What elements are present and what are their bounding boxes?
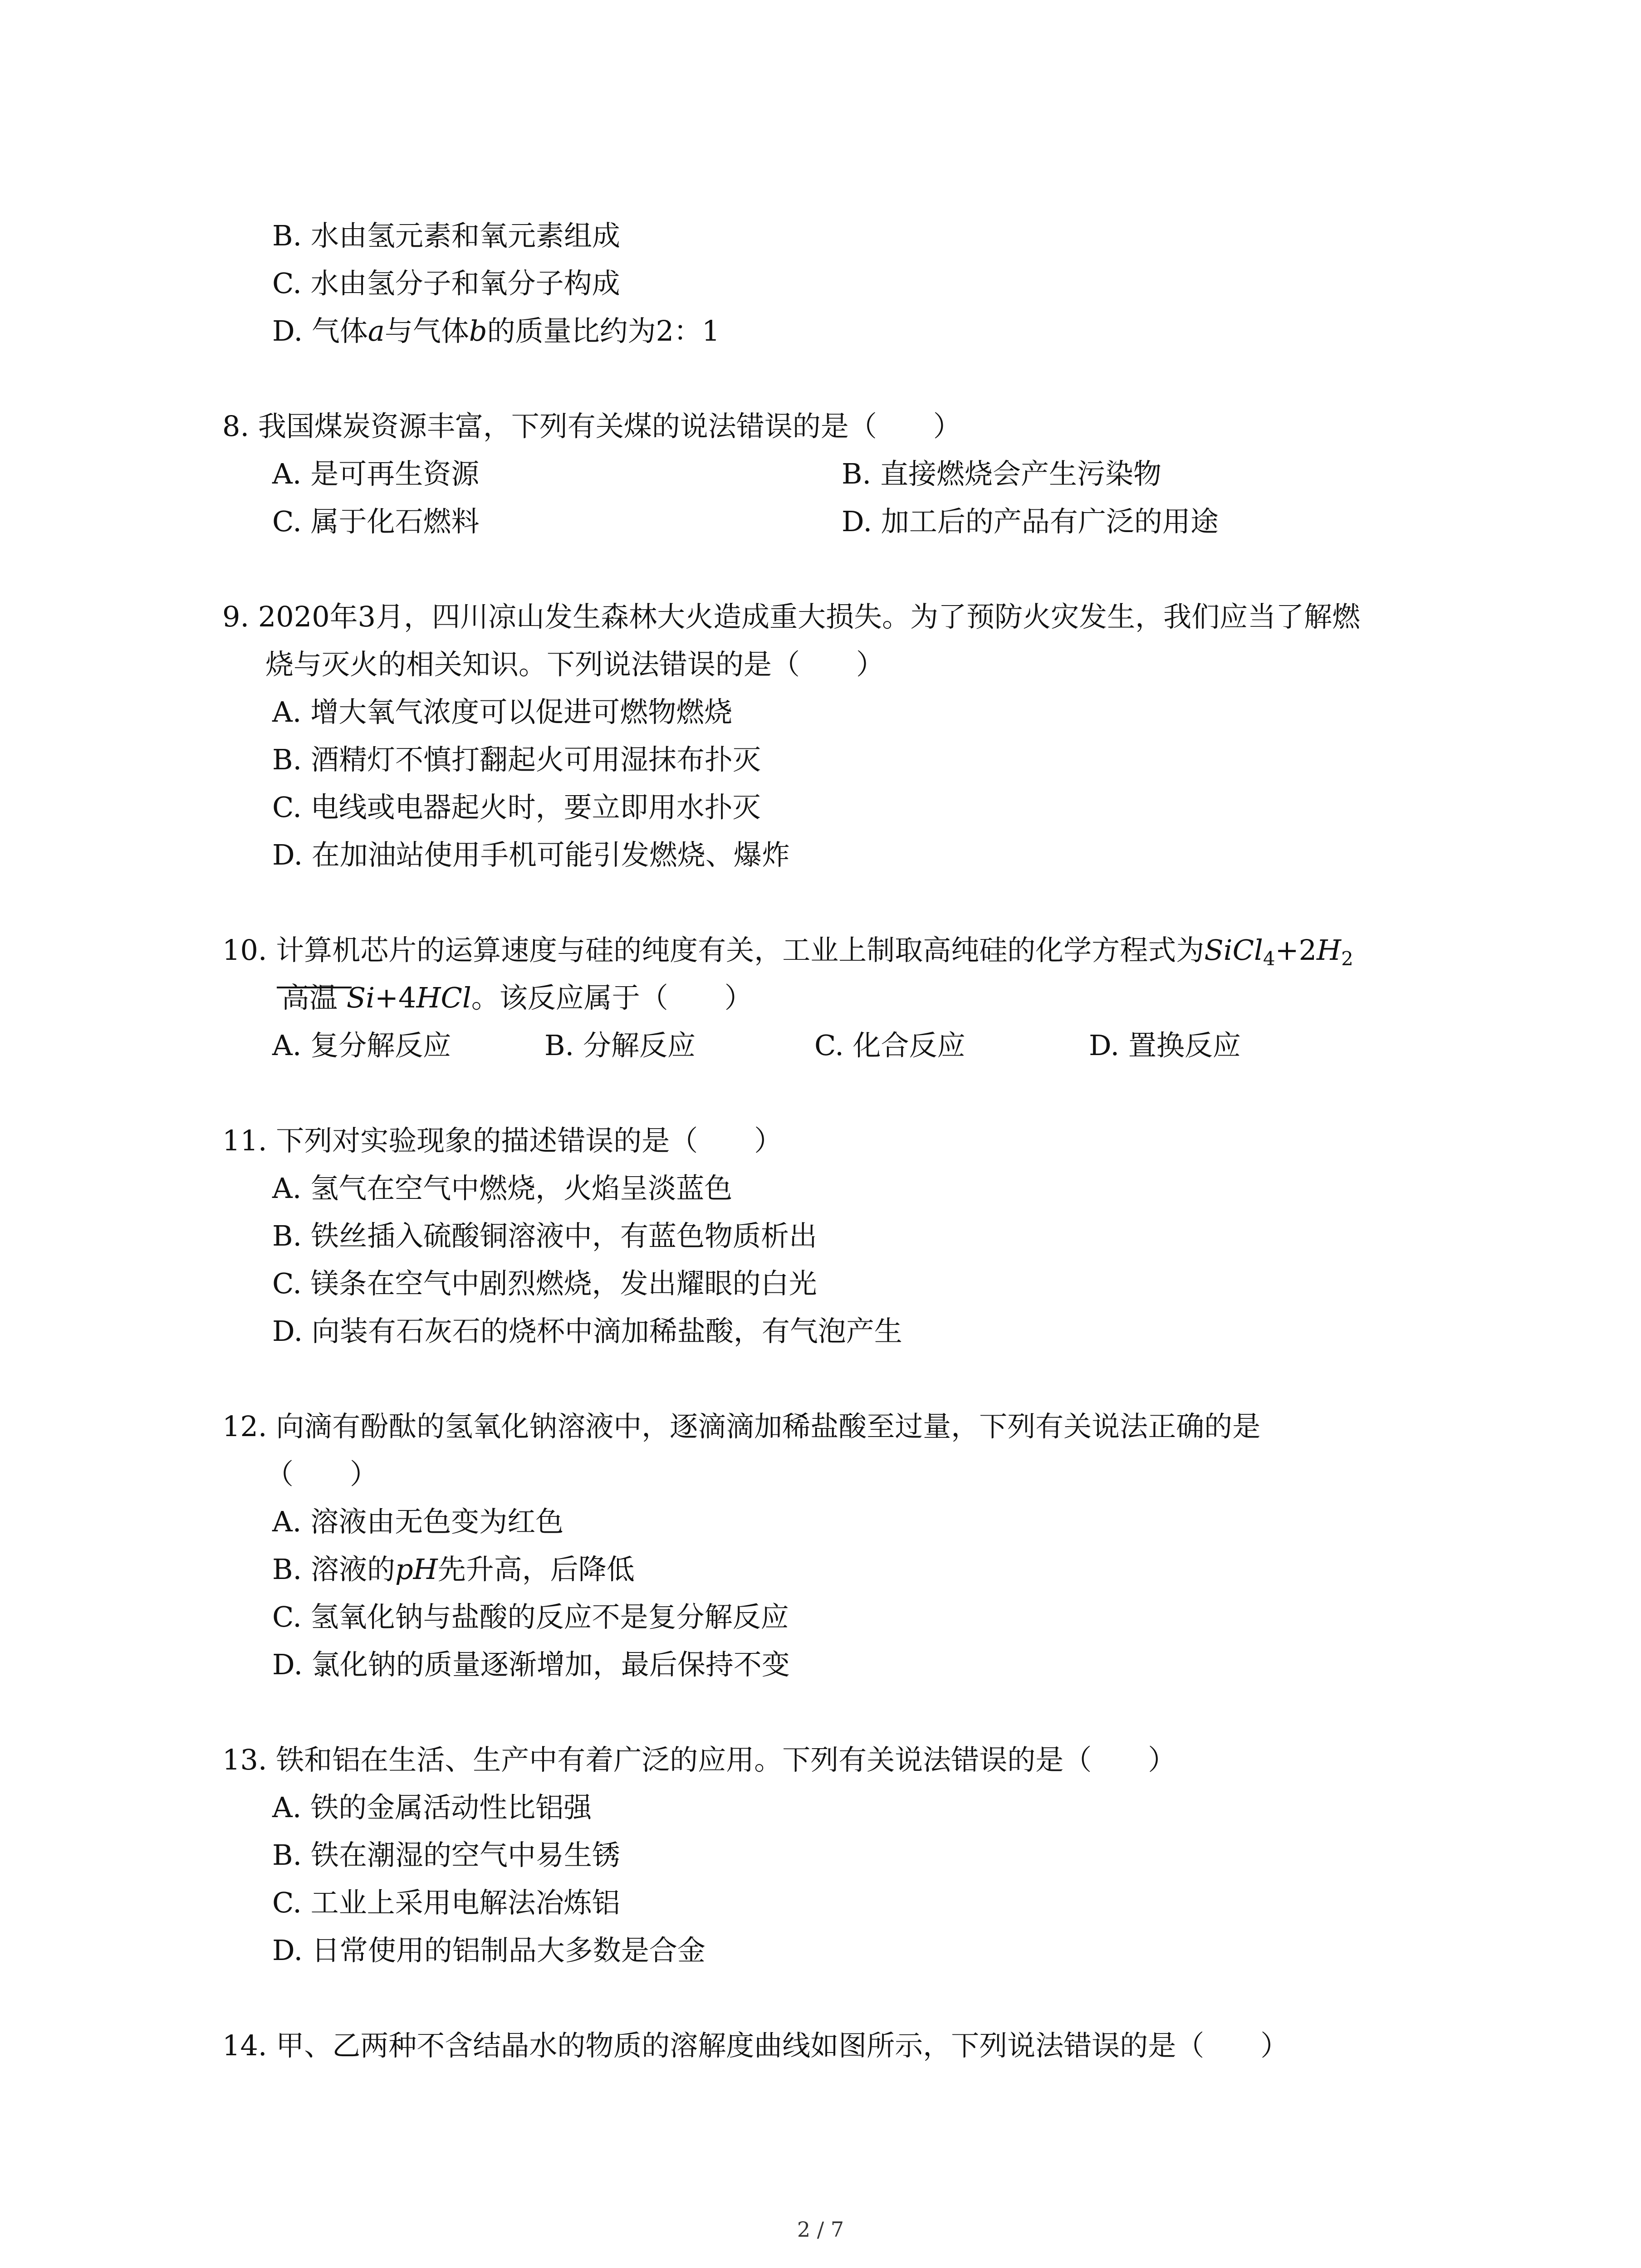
q10-reaction-condition: 高温 — [281, 981, 338, 1014]
q13-option-a: A. 铁的金属活动性比铝强 — [272, 1791, 592, 1824]
q10-option-d: D. 置换反应 — [1089, 1029, 1241, 1062]
q11-option-b: B. 铁丝插入硫酸铜溶液中，有蓝色物质析出 — [272, 1219, 817, 1252]
q13-option-b: B. 铁在潮湿的空气中易生锈 — [272, 1838, 620, 1872]
q7-option-d-suffix: 的质量比约为2：1 — [487, 314, 720, 347]
q12-stem-line1: 12. 向滴有酚酞的氢氧化钠溶液中，逐滴滴加稀盐酸至过量，下列有关说法正确的是 — [222, 1410, 1261, 1443]
q8-option-a: A. 是可再生资源 — [272, 457, 480, 490]
q8-stem: 8. 我国煤炭资源丰富，下列有关煤的说法错误的是（ ） — [222, 410, 961, 443]
q12-ph: pH — [395, 1553, 438, 1586]
q13-stem: 13. 铁和铝在生活、生产中有着广泛的应用。下列有关说法错误的是（ ） — [222, 1743, 1176, 1776]
q8-option-b: B. 直接燃烧会产生污染物 — [842, 457, 1161, 490]
q7-option-c: C. 水由氢分子和氧分子构成 — [272, 267, 620, 300]
q12-stem-line2: （ ） — [265, 1457, 378, 1491]
q9-option-b: B. 酒精灯不慎打翻起火可用湿抹布扑灭 — [272, 743, 761, 776]
q9-stem-line1: 9. 2020年3月，四川凉山发生森林大火造成重大损失。为了预防火灾发生，我们应当了解燃 — [222, 600, 1361, 633]
q9-option-c: C. 电线或电器起火时，要立即用水扑灭 — [272, 791, 761, 824]
q10-eq-si: Si — [346, 981, 375, 1014]
q10-eq-plus2: +2 — [1275, 934, 1317, 967]
q12-option-b — [272, 1549, 635, 1590]
q12-option-d: D. 氯化钠的质量逐渐增加，最后保持不变 — [272, 1648, 790, 1681]
q10-eq-plus4: +4 — [375, 981, 416, 1014]
q11-stem: 11. 下列对实验现象的描述错误的是（ ） — [222, 1124, 783, 1157]
q10-eq-sicl: SiCl — [1204, 934, 1263, 967]
q10-stem-line2 — [281, 978, 753, 1018]
q10-eq-h: H — [1317, 934, 1342, 967]
q10-stem-line1 — [222, 930, 1353, 979]
q9-stem-line2: 烧与灭火的相关知识。下列说法错误的是（ ） — [265, 648, 885, 681]
q12-option-b-prefix: B. 溶液的 — [272, 1553, 395, 1586]
q10-option-b: B. 分解反应 — [544, 1029, 696, 1062]
q10-eq-subscript-4: 4 — [1263, 948, 1275, 970]
q8-option-c: C. 属于化石燃料 — [272, 505, 480, 538]
q12-option-b-suffix: 先升高，后降低 — [437, 1553, 635, 1586]
q11-option-a: A. 氢气在空气中燃烧，火焰呈淡蓝色 — [272, 1172, 733, 1205]
q7-option-d-mid: 与气体 — [384, 314, 469, 347]
q14-stem: 14. 甲、乙两种不含结晶水的物质的溶解度曲线如图所示，下列说法错误的是（ ） — [222, 2029, 1289, 2062]
q7-gas-b: b — [469, 314, 487, 347]
q11-option-d: D. 向装有石灰石的烧杯中滴加稀盐酸，有气泡产生 — [272, 1315, 902, 1348]
q13-option-c: C. 工业上采用电解法冶炼铝 — [272, 1886, 620, 1919]
q7-option-d-prefix: D. 气体 — [272, 314, 368, 347]
q10-stem-suffix: 。该反应属于（ ） — [471, 981, 753, 1014]
page-number: 2 / 7 — [797, 2217, 844, 2242]
q11-option-c: C. 镁条在空气中剧烈燃烧，发出耀眼的白光 — [272, 1267, 817, 1300]
q9-option-d: D. 在加油站使用手机可能引发燃烧、爆炸 — [272, 838, 790, 871]
q12-option-a: A. 溶液由无色变为红色 — [272, 1505, 564, 1538]
q10-option-c: C. 化合反应 — [814, 1029, 965, 1062]
q9-option-a: A. 增大氧气浓度可以促进可燃物燃烧 — [272, 695, 733, 728]
q12-option-c: C. 氢氧化钠与盐酸的反应不是复分解反应 — [272, 1600, 789, 1633]
q7-gas-a: a — [367, 314, 385, 347]
q13-option-d: D. 日常使用的铝制品大多数是合金 — [272, 1934, 705, 1967]
q10-stem-text: 10. 计算机芯片的运算速度与硅的纯度有关，工业上制取高纯硅的化学方程式为 — [222, 934, 1205, 967]
q7-option-b: B. 水由氢元素和氧元素组成 — [272, 219, 620, 252]
q7-option-d — [272, 311, 720, 352]
q8-option-d: D. 加工后的产品有广泛的用途 — [842, 505, 1219, 538]
q10-eq-subscript-2: 2 — [1341, 948, 1353, 970]
q10-option-a: A. 复分解反应 — [272, 1029, 451, 1062]
q10-eq-hcl: HCl — [416, 981, 471, 1014]
